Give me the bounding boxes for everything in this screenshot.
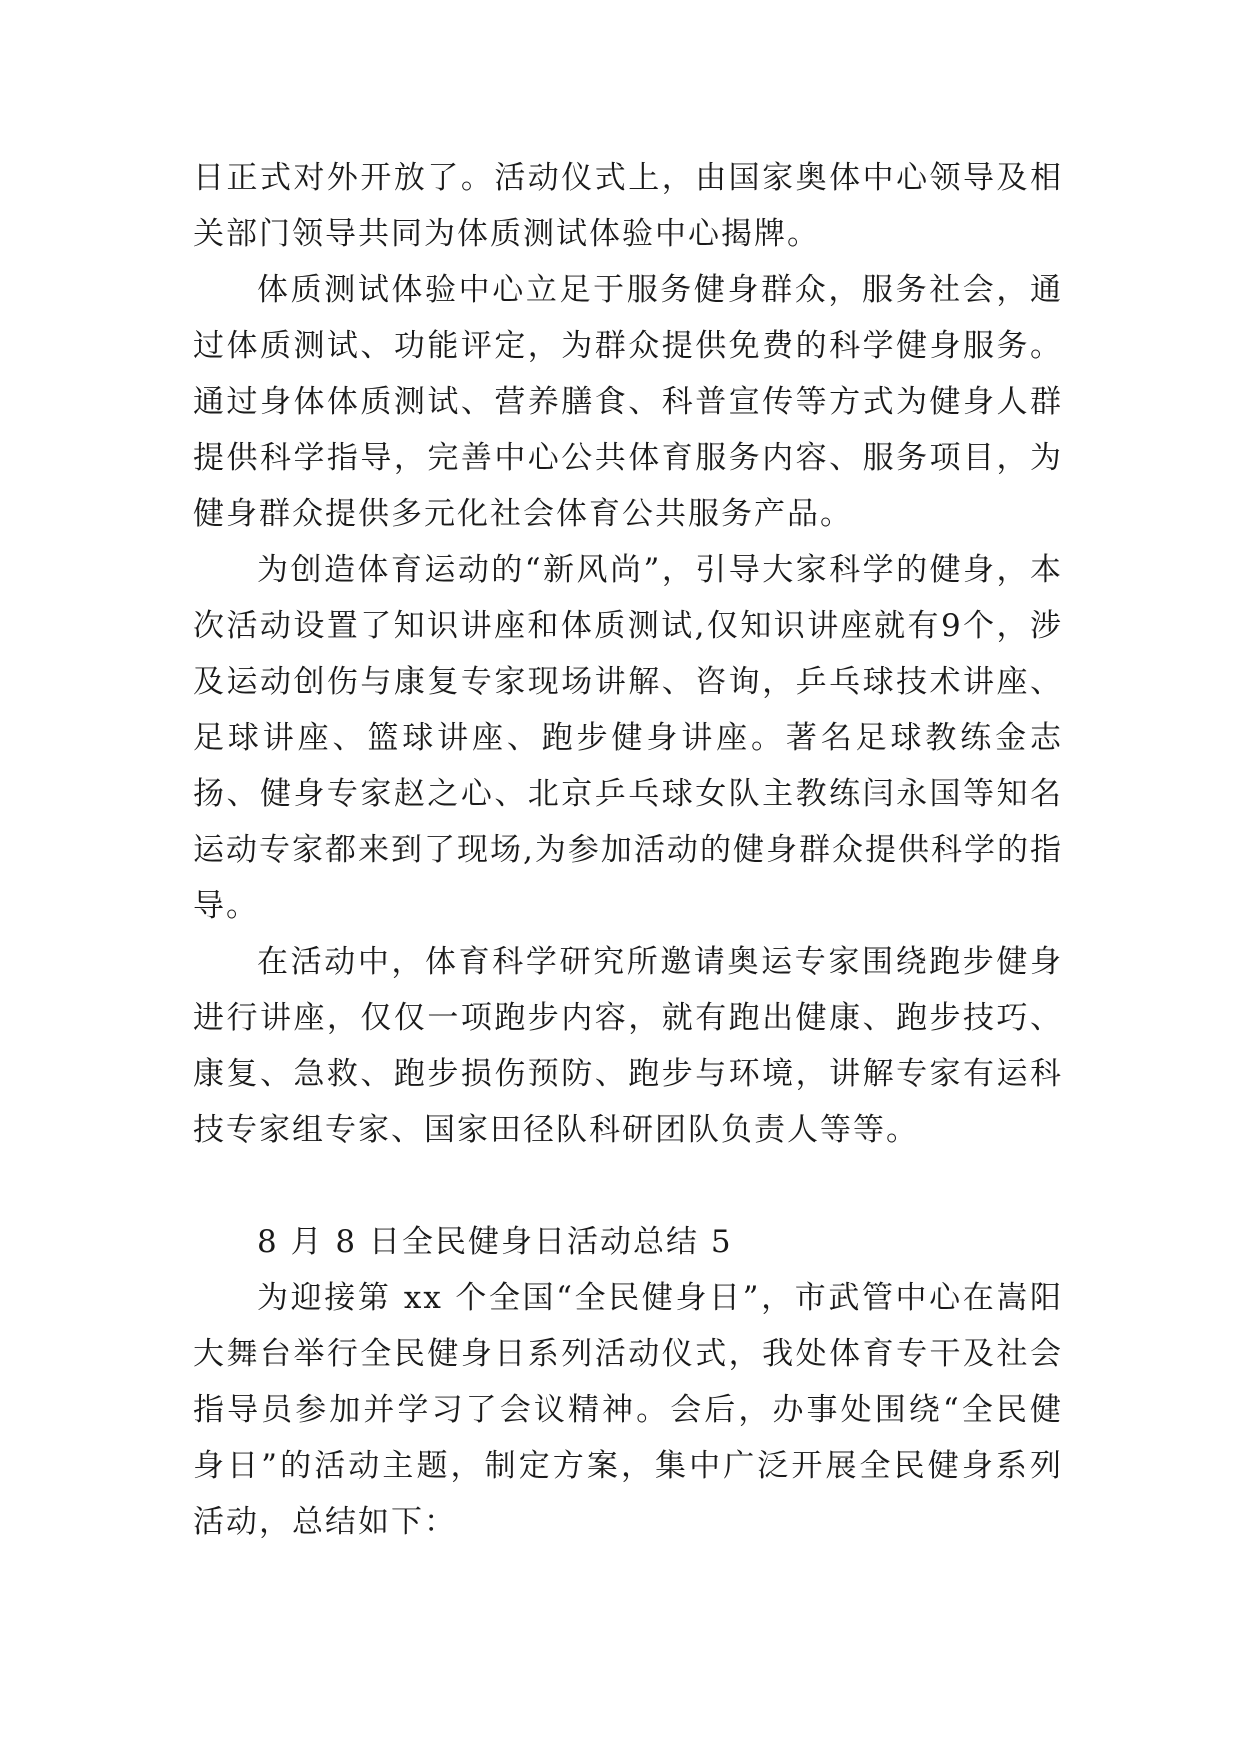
paragraph-running-lectures: 在活动中，体育科学研究所邀请奥运专家围绕跑步健身进行讲座，仅仅一项跑步内容，就有跑出健康、跑步技巧、康复、急救、跑步损伤预防、跑步与环境，讲解专家有运科技专家组专家、国家田径队科研团队负责人等等。	[193, 944, 1063, 1148]
paragraph-lectures: 为创造体育运动的“新风尚”，引导大家科学的健身，本次活动设置了知识讲座和体质测试,仅知识讲座就有9个，涉及运动创伤与康复专家现场讲解、咨询，乒乓球技术讲座、足球讲座、篮球讲座、跑步健身讲座。著名足球教练金志扬、健身专家赵之心、北京乒乓球女队主教练闫永国等知名运动专家都来到了现场,为参加活动的健身群众提供科学的指导。	[193, 552, 1063, 924]
section-title: 8 月 8 日全民健身日活动总结 5	[257, 1224, 733, 1260]
section-spacer	[193, 1158, 1063, 1214]
document-body	[193, 150, 1063, 1550]
paragraph-continuation: 日正式对外开放了。活动仪式上，由国家奥体中心领导及相关部门领导共同为体质测试体验中心揭牌。	[193, 160, 1063, 252]
paragraph-fitness-center: 体质测试体验中心立足于服务健身群众，服务社会，通过体质测试、功能评定，为群众提供免费的科学健身服务。通过身体体质测试、营养膳食、科普宣传等方式为健身人群提供科学指导，完善中心公共体育服务内容、服务项目，为健身群众提供多元化社会体育公共服务产品。	[193, 272, 1063, 532]
paragraph-section-intro: 为迎接第 xx 个全国“全民健身日”，市武管中心在嵩阳大舞台举行全民健身日系列活动仪式，我处体育专干及社会指导员参加并学习了会议精神。会后，办事处围绕“全民健身日”的活动主题，制定方案，集中广泛开展全民健身系列活动，总结如下：	[193, 1280, 1063, 1540]
